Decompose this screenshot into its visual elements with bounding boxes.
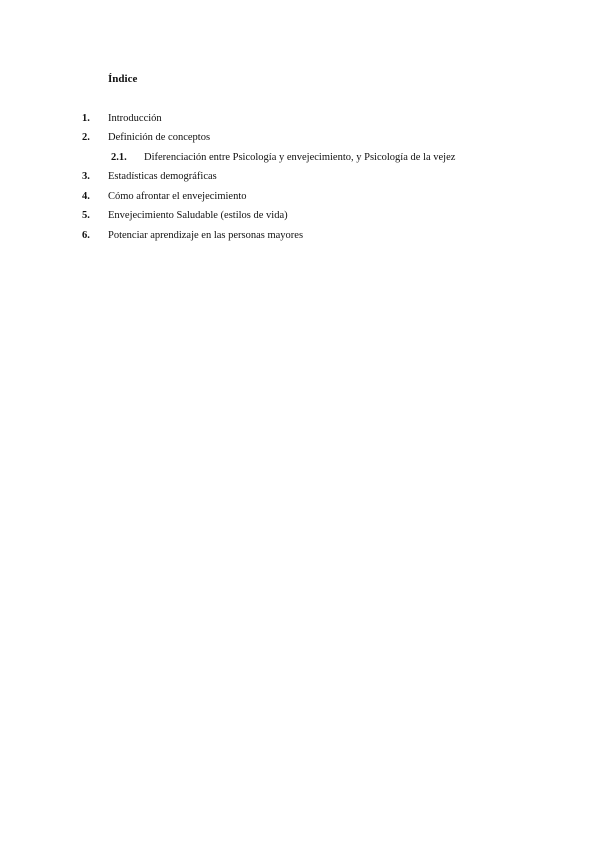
toc-entry-number: 3. bbox=[82, 171, 90, 182]
toc-entry-number: 6. bbox=[82, 230, 90, 241]
toc-entry-label: Envejecimiento Saludable (estilos de vida) bbox=[108, 210, 288, 221]
page-title: Índice bbox=[108, 73, 138, 85]
toc-entry-number: 2. bbox=[82, 132, 90, 143]
toc-entry-label: Potenciar aprendizaje en las personas mayores bbox=[108, 230, 304, 241]
toc-entry-label: Introducción bbox=[108, 113, 162, 124]
toc-entry-label: Estadísticas demográficas bbox=[108, 171, 217, 182]
toc-entry-label: Cómo afrontar el envejecimiento bbox=[108, 191, 247, 202]
toc-entry-number: 2.1. bbox=[111, 152, 127, 163]
toc-entry-number: 4. bbox=[82, 191, 90, 202]
toc-entry-label: Diferenciación entre Psicología y envejecimiento, y Psicología de la vejez bbox=[144, 152, 456, 163]
toc-entry-number: 5. bbox=[82, 210, 90, 221]
toc-entry-number: 1. bbox=[82, 113, 90, 124]
toc-entry-label: Definición de conceptos bbox=[108, 132, 211, 143]
